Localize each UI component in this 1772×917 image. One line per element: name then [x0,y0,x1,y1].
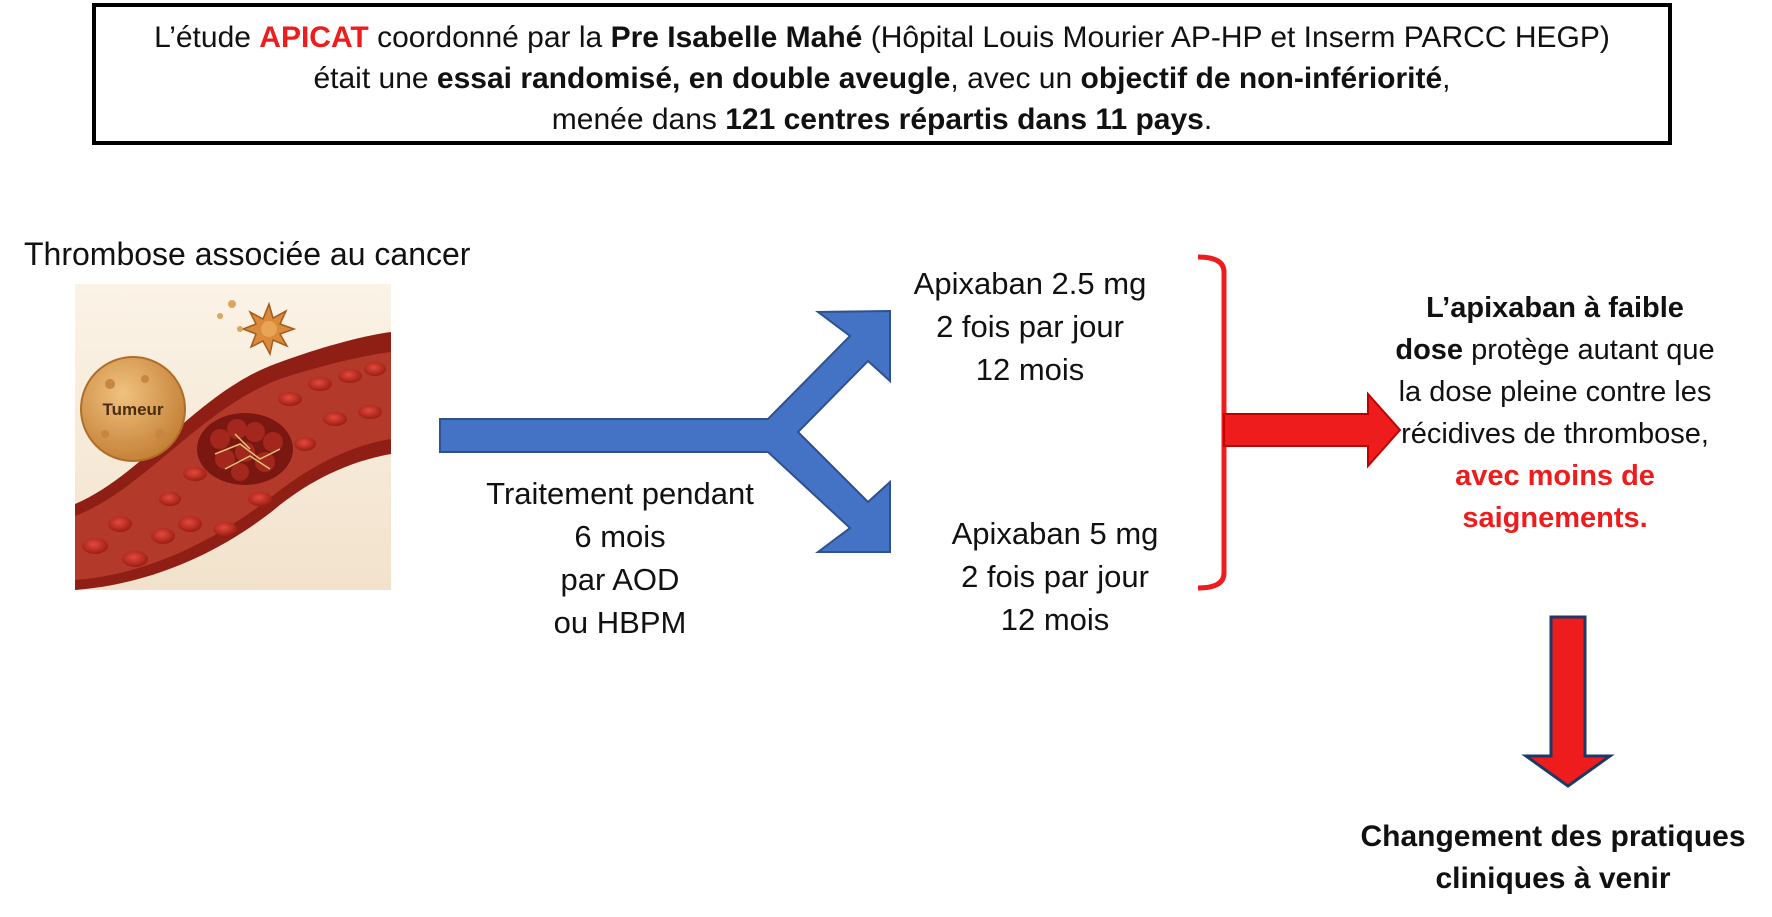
treatment-line: ou HBPM [553,605,687,640]
conclusion-highlight: L’apixaban à faible dose [1395,292,1684,366]
conclusion-text [1395,287,1715,539]
summary-text: coordonné par la [368,21,611,54]
summary-text: était une [313,62,437,95]
arm-frequency: 2 fois par jour [936,309,1124,344]
summary-text: , avec un [950,62,1081,95]
arm-frequency: 2 fois par jour [961,559,1149,594]
red-down-arrow [1526,617,1610,786]
red-right-arrow [1224,394,1400,466]
summary-text: menée dans [551,103,726,136]
arm-full-dose [930,512,1180,641]
arm-duration: 12 mois [975,352,1085,387]
outcome-line: cliniques à venir [1435,862,1671,895]
summary-text: L’étude [154,21,260,54]
arm-drug-dose: Apixaban 5 mg [951,516,1159,551]
initial-treatment-text [440,472,800,644]
condition-label: Thrombose associée au cancer [24,236,471,272]
study-sites: 121 centres répartis dans 11 pays [725,103,1204,136]
study-name: APICAT [259,21,369,54]
treatment-line: Traitement pendant [486,476,754,511]
conclusion-bleeding: avec moins de saignements. [1455,460,1655,534]
outcome-line: Changement des pratiques [1360,820,1746,853]
summary-text: . [1203,103,1213,136]
red-bracket [1198,257,1224,588]
study-design: essai randomisé, en double aveugle [436,62,951,95]
study-objective: objectif de non-infériorité [1080,62,1443,95]
conclusion-body: protège autant que la dose pleine contre les récidives de thrombose, [1398,334,1715,450]
treatment-line: par AOD [560,562,680,597]
coordinator-name: Pre Isabelle Mahé [610,21,863,54]
outcome-text [1348,816,1758,900]
tumor-label: Tumeur [102,400,164,419]
summary-text: , [1442,62,1451,95]
arm-low-dose [905,262,1155,391]
arm-duration: 12 mois [1000,602,1110,637]
summary-text: (Hôpital Louis Mourier AP-HP et Inserm PARCC HEGP) [862,21,1610,54]
arm-drug-dose: Apixaban 2.5 mg [913,266,1147,301]
treatment-line: 6 mois [574,519,666,554]
